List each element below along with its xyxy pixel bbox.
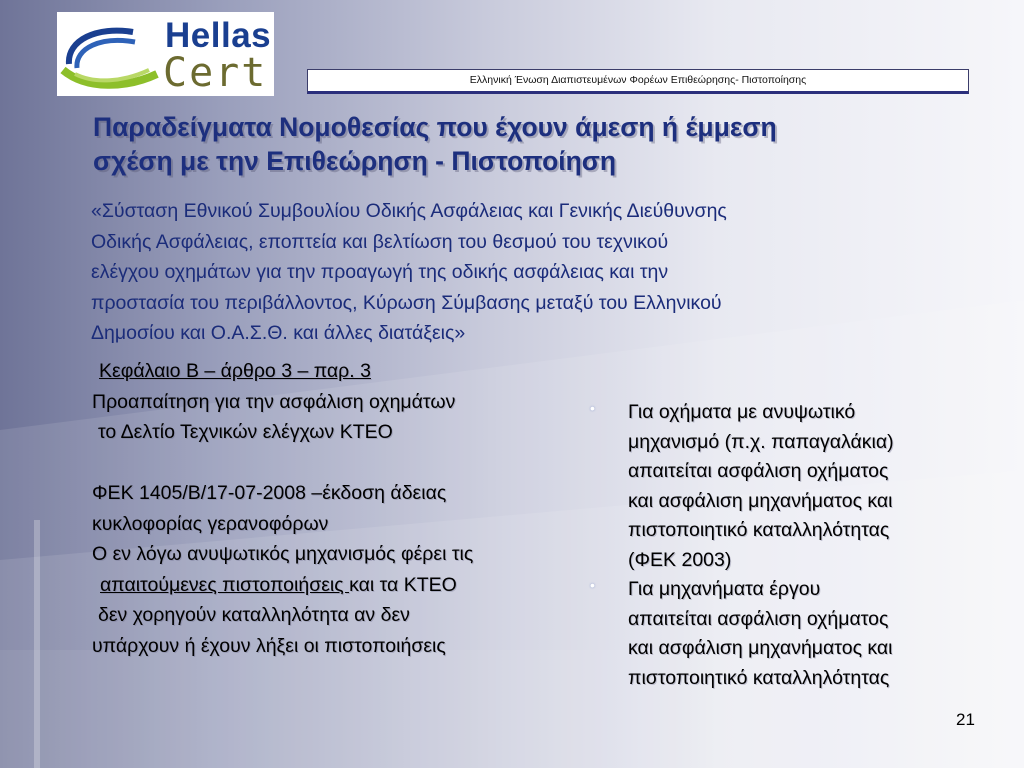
intro-line-4: προστασία του περιβάλλοντος, Κύρωση Σύμβασης μεταξύ του Ελληνικού [91, 291, 722, 314]
bullet-2-line-2: απαιτείται ασφάλιση οχήματος [628, 607, 889, 630]
intro-line-3: ελέγχου οχημάτων για την προαγωγή της οδικής ασφάλειας και την [91, 261, 669, 283]
bullet-1-line-1: Για οχήματα με ανυψωτικό [628, 401, 856, 423]
bullet-1-line-2: μηχανισμό (π.χ. παπαγαλάκια) [628, 430, 894, 453]
law-title-quote [91, 196, 951, 349]
bullet-list [590, 398, 1000, 693]
intro-line-5: Δημοσίου και Ο.Α.Σ.Θ. και άλλες διατάξεις» [91, 322, 466, 344]
bullet-1-line-5: πιστοποιητικό καταλληλότητας [628, 519, 890, 541]
bullet-1-line-4: και ασφάλιση μηχανήματος και [628, 489, 893, 512]
hellascert-logo [57, 12, 274, 96]
bullet-2-line-1: Για μηχανήματα έργου [628, 578, 821, 600]
title-line-1: Παραδείγματα Νομοθεσίας που έχουν άμεση ή έμμεση [93, 112, 777, 142]
left-line-5: Ο εν λόγω ανυψωτικός μηχανισμός φέρει τις [92, 543, 474, 565]
bullet-1-line-6: (ΦΕΚ 2003) [628, 548, 732, 571]
left-line-1: Προαπαίτηση για την ασφάλιση οχημάτων [92, 390, 456, 413]
left-line-3: ΦΕΚ 1405/Β/17-07-2008 –έκδοση άδειας [92, 482, 447, 504]
left-line-6: απαιτούμενες πιστοποιήσεις και τα ΚΤΕΟ [100, 573, 457, 596]
left-line-4: κυκλοφορίας γερανοφόρων [92, 512, 329, 535]
logo-text-cert: Cert [163, 50, 268, 96]
chapter-reference: Κεφάλαιο Β – άρθρο 3 – παρ. 3 [99, 360, 371, 382]
left-line-2: το Δελτίο Τεχνικών ελέγχων ΚΤΕΟ [98, 421, 393, 443]
bullet-item-2 [590, 575, 1000, 693]
bullet-1-line-3: απαιτείται ασφάλιση οχήματος [628, 460, 889, 482]
bullet-icon: • [590, 577, 595, 593]
left-line-7: δεν χορηγούν καταλληλότητα αν δεν [98, 604, 410, 626]
left-blank-line [92, 448, 602, 479]
intro-line-1: «Σύσταση Εθνικού Συμβουλίου Οδικής Ασφάλειας και Γενικής Διεύθυνσης [91, 200, 727, 222]
slide-title [93, 110, 953, 178]
organization-banner: Ελληνική Ένωση Διαπιστευμένων Φορέων Επιθεώρησης- Πιστοποίησης [307, 69, 969, 94]
page-number: 21 [956, 710, 975, 729]
bullet-item-1 [590, 398, 1000, 575]
bullet-2-line-4: πιστοποιητικό καταλληλότητας [628, 666, 890, 689]
left-line-8: υπάρχουν ή έχουν λήξει οι πιστοποιήσεις [92, 634, 446, 657]
title-line-2: σχέση με την Επιθεώρηση - Πιστοποίηση [93, 146, 617, 176]
bullet-2-line-3: και ασφάλιση μηχανήματος και [628, 637, 893, 659]
bullet-icon: • [590, 400, 595, 416]
logo-text-hellas: Hellas [165, 16, 272, 55]
intro-line-2: Οδικής Ασφάλειας, εποπτεία και βελτίωση του θεσμού του τεχνικού [91, 230, 669, 253]
logo-swoosh-icon [57, 12, 167, 96]
left-text-block [92, 356, 602, 661]
